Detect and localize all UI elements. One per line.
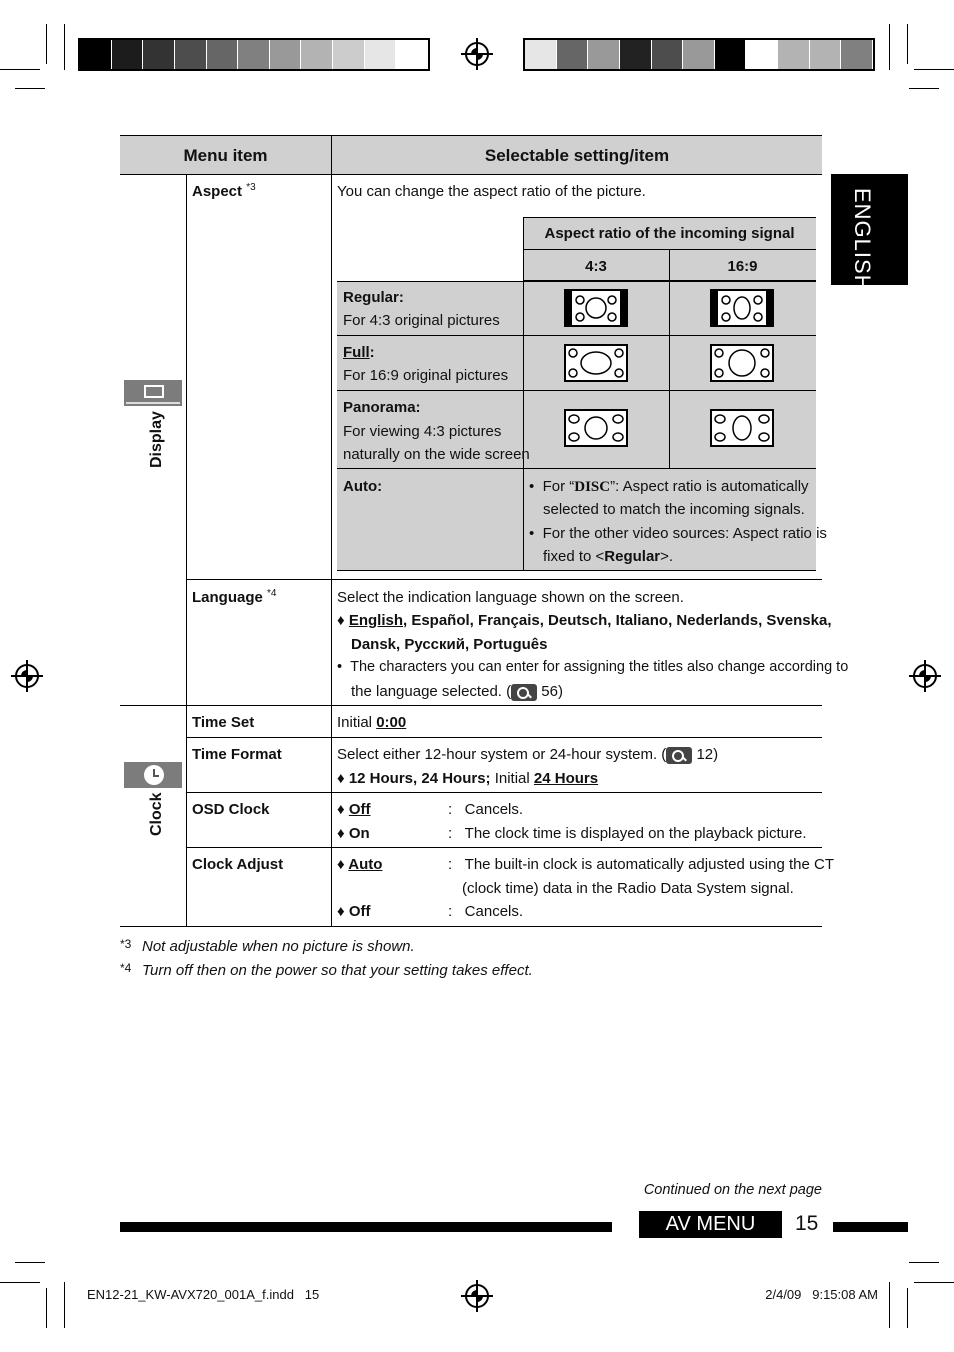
color-swatch <box>810 40 842 69</box>
color-swatch <box>365 40 397 69</box>
auto-bullet-1: • For “DISC”: Aspect ratio is automatically <box>529 478 809 495</box>
crop-mark <box>907 24 908 64</box>
color-calibration-bar-left <box>78 38 430 71</box>
clock-icon <box>124 762 182 788</box>
display-icon <box>124 380 182 406</box>
osd-off-option: ♦ Off <box>337 801 371 818</box>
crop-mark <box>0 69 40 70</box>
page-number: 15 <box>795 1212 819 1235</box>
crop-mark <box>46 24 47 64</box>
header-selectable: Selectable setting/item <box>331 135 822 175</box>
footnote-3-marker: *3 <box>120 937 132 951</box>
color-swatch <box>620 40 652 69</box>
color-swatch <box>778 40 810 69</box>
divider <box>186 792 822 793</box>
full-4-3-screen-icon <box>564 344 628 382</box>
divider <box>186 175 187 927</box>
footnote-3-text: Not adjustable when no picture is shown. <box>142 938 415 955</box>
color-swatch <box>207 40 239 69</box>
auto-bullet-2: • For the other video sources: Aspect ratio is <box>529 525 827 542</box>
crop-mark <box>889 24 890 70</box>
divider <box>331 175 332 927</box>
crop-mark <box>909 88 939 89</box>
language-tab <box>831 174 908 292</box>
panorama-16-9-screen-icon <box>710 409 774 447</box>
group-label-clock: Clock <box>148 792 165 836</box>
registration-mark-icon <box>465 1284 489 1308</box>
regular-title: Regular: <box>343 289 404 306</box>
color-swatch <box>80 40 112 69</box>
crop-mark <box>914 69 954 70</box>
auto-bullet-2-cont: fixed to <Regular>. <box>543 548 674 565</box>
divider <box>523 217 524 571</box>
color-calibration-bar-right <box>523 38 875 71</box>
registration-mark-icon <box>15 664 39 688</box>
crop-mark <box>64 24 65 70</box>
color-swatch <box>715 40 747 69</box>
divider <box>669 250 670 468</box>
menu-item-osd-clock: OSD Clock <box>192 801 270 818</box>
divider <box>186 737 822 738</box>
time-set-value: Initial 0:00 <box>337 714 407 731</box>
adjust-off-desc: : Cancels. <box>448 903 524 920</box>
language-options: ♦ English, Español, Français, Deutsch, Italiano, Nederlands, Svenska, <box>337 612 832 629</box>
registration-mark-icon <box>913 664 937 688</box>
crop-mark <box>907 1288 908 1328</box>
osd-on-desc: : The clock time is displayed on the playback picture. <box>448 825 807 842</box>
color-swatch <box>525 40 557 69</box>
continued-note: Continued on the next page <box>643 1182 822 1198</box>
language-note: • The characters you can enter for assigning the titles also change according to <box>337 659 849 675</box>
regular-4-3-screen-icon <box>564 289 628 327</box>
crop-mark <box>46 1288 47 1328</box>
language-options-cont: Dansk, Русский, Português <box>351 636 548 653</box>
panorama-desc-2: naturally on the wide screen <box>343 446 530 463</box>
crop-mark <box>15 1262 45 1263</box>
adjust-off-option: ♦ Off <box>337 903 371 920</box>
reference-icon <box>666 747 692 764</box>
auto-title: Auto: <box>343 478 383 495</box>
panorama-title: Panorama: <box>343 399 421 416</box>
group-label-display: Display <box>148 411 165 468</box>
color-swatch <box>238 40 270 69</box>
aspect-description: You can change the aspect ratio of the picture. <box>337 183 646 200</box>
menu-item-clock-adjust: Clock Adjust <box>192 856 284 873</box>
divider <box>186 847 822 848</box>
color-swatch <box>112 40 144 69</box>
color-swatch <box>301 40 333 69</box>
divider <box>337 390 816 391</box>
adjust-auto-desc-cont: (clock time) data in the Radio Data System signal. <box>462 880 794 897</box>
full-16-9-screen-icon <box>710 344 774 382</box>
panorama-4-3-screen-icon <box>564 409 628 447</box>
registration-mark-icon <box>465 42 489 66</box>
crop-mark <box>15 88 45 89</box>
divider <box>186 579 822 580</box>
crop-mark <box>909 1262 939 1263</box>
auto-bullet-1-cont: selected to match the incoming signals. <box>543 501 805 518</box>
color-swatch <box>652 40 684 69</box>
color-swatch <box>270 40 302 69</box>
menu-item-time-format: Time Format <box>192 746 282 763</box>
menu-item-language: Language $^{*4}$ <box>192 588 277 606</box>
header-menu-item: Menu item <box>120 135 331 175</box>
menu-item-time-set: Time Set <box>192 714 255 731</box>
color-swatch <box>557 40 589 69</box>
osd-off-desc: : Cancels. <box>448 801 524 818</box>
color-swatch <box>841 40 873 69</box>
divider <box>337 468 816 469</box>
regular-desc: For 4:3 original pictures <box>343 312 500 329</box>
language-description: Select the indication language shown on the screen. <box>337 589 684 606</box>
divider <box>337 335 816 336</box>
menu-item-aspect: Aspect $^{*3}$ <box>192 182 256 200</box>
divider <box>120 926 822 927</box>
osd-on-option: ♦ On <box>337 825 370 842</box>
aspect-incoming-header: Aspect ratio of the incoming signal <box>523 217 816 250</box>
full-desc: For 16:9 original pictures <box>343 367 509 384</box>
footnote-4-marker: *4 <box>120 961 132 975</box>
reference-icon <box>511 684 537 701</box>
adjust-auto-desc: : The built-in clock is automatically adjusted using the CT <box>448 856 835 873</box>
regular-16-9-screen-icon <box>710 289 774 327</box>
language-note-cont: the language selected. ( 56) <box>351 683 563 700</box>
file-info: EN12-21_KW-AVX720_001A_f.indd 15 <box>87 1287 320 1302</box>
panorama-desc-1: For viewing 4:3 pictures <box>343 423 502 440</box>
color-swatch <box>746 40 778 69</box>
section-label: AV MENU <box>639 1211 782 1238</box>
color-swatch <box>396 40 428 69</box>
footnote-4-text: Turn off then on the power so that your setting takes effect. <box>142 962 533 979</box>
print-date: 2/4/09 9:15:08 AM <box>765 1287 878 1302</box>
time-format-desc: Select either 12-hour system or 24-hour system. ( 12) <box>337 746 719 763</box>
crop-mark <box>0 1282 40 1283</box>
footer-rule-right <box>833 1222 908 1232</box>
adjust-auto-option: ♦ Auto <box>337 856 383 873</box>
crop-mark <box>914 1282 954 1283</box>
color-swatch <box>683 40 715 69</box>
color-swatch <box>143 40 175 69</box>
color-swatch <box>588 40 620 69</box>
crop-mark <box>64 1282 65 1328</box>
divider <box>337 281 816 282</box>
language-tab-label: ENGLISH <box>850 188 875 292</box>
col-4-3: 4:3 <box>585 258 607 275</box>
col-16-9: 16:9 <box>727 258 758 275</box>
color-swatch <box>175 40 207 69</box>
divider <box>120 705 822 706</box>
crop-mark <box>889 1282 890 1328</box>
footer-rule-left <box>120 1222 612 1232</box>
time-format-options: ♦ 12 Hours, 24 Hours; Initial 24 Hours <box>337 770 599 787</box>
color-swatch <box>333 40 365 69</box>
full-title: Full: <box>343 344 375 361</box>
